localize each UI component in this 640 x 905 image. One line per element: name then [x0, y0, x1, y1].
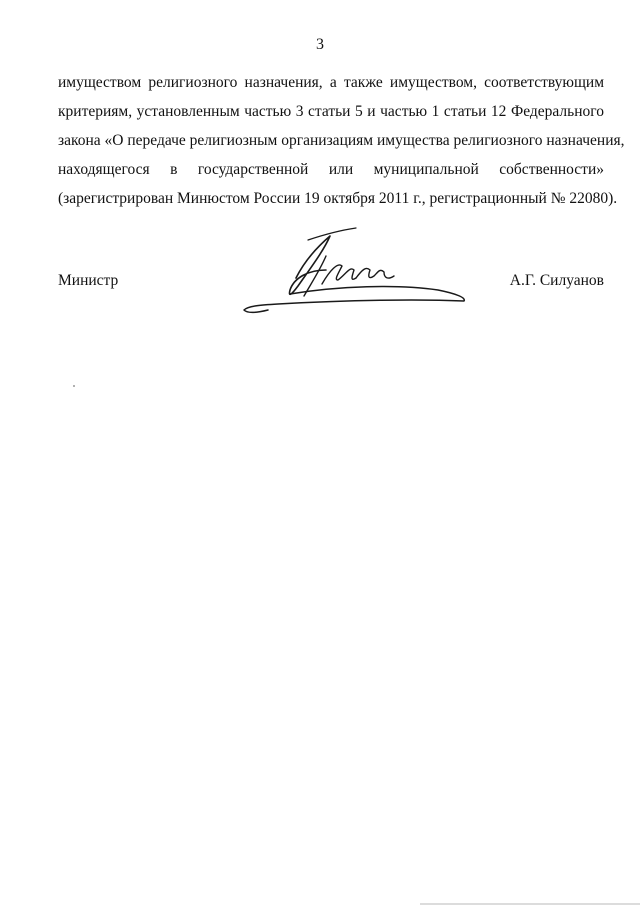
body-line: критериям, установленным частью 3 статьи 5 и частью 1 статьи 12 Федерального	[58, 103, 604, 120]
page-number: 3	[316, 36, 324, 53]
body-line: находящегося в государственной или муниципальной собственности»	[58, 161, 604, 178]
body-paragraph	[58, 68, 625, 213]
scan-speck	[73, 385, 75, 387]
signer-name: А.Г. Силуанов	[509, 272, 604, 289]
signer-position: Министр	[58, 272, 119, 289]
body-line: имуществом религиозного назначения, а также имуществом, соответствующим	[58, 74, 604, 91]
body-line: закона «О передаче религиозным организациям имущества религиозного назначения,	[58, 132, 625, 149]
signature-block	[58, 262, 604, 322]
body-line: (зарегистрирован Минюстом России 19 октября 2011 г., регистрационный № 22080).	[58, 190, 618, 207]
handwritten-signature	[238, 226, 478, 326]
